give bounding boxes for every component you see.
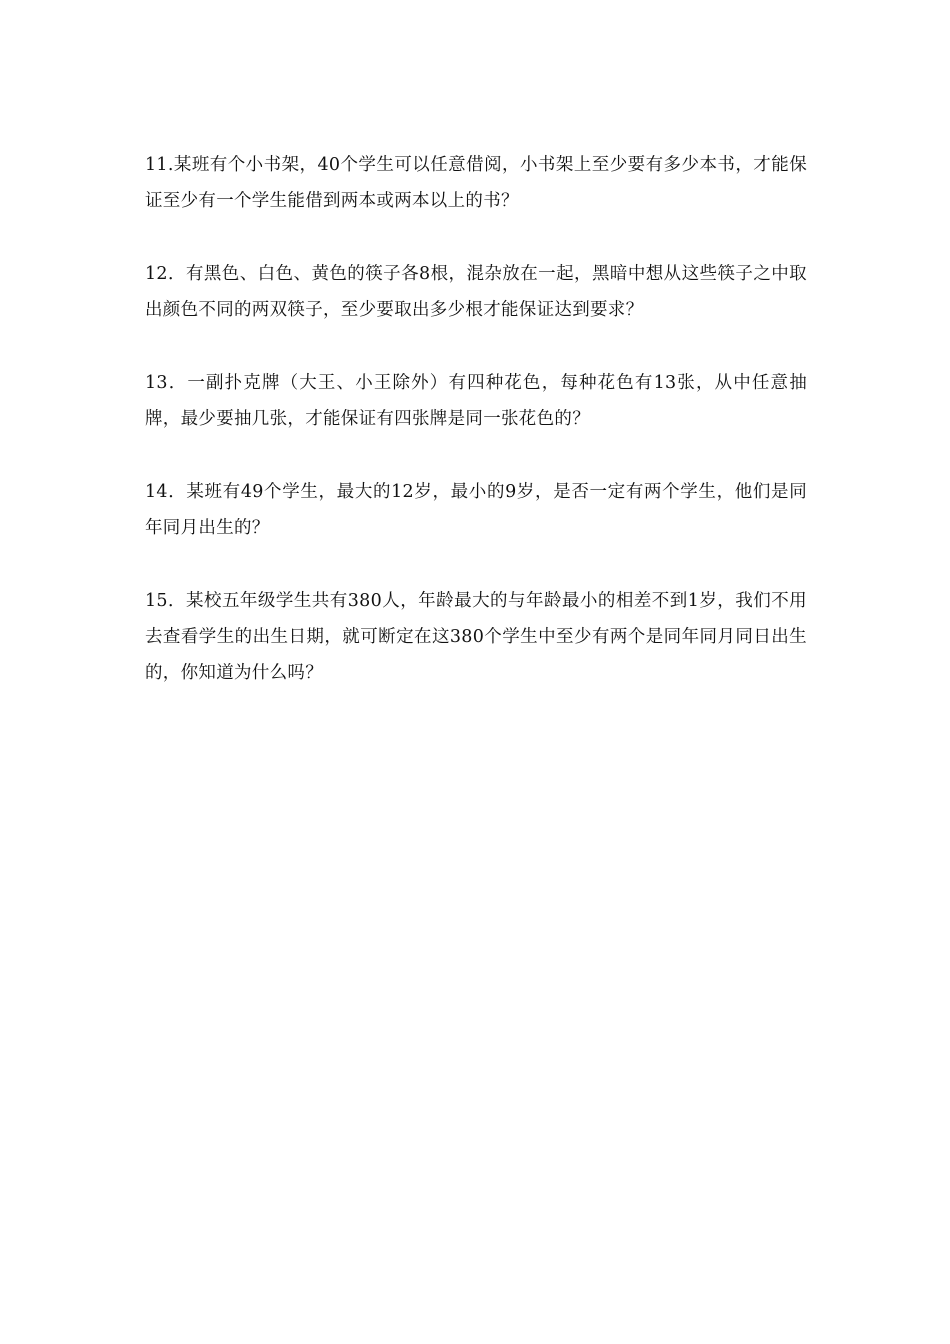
problem-11: 11.某班有个小书架，40个学生可以任意借阅，小书架上至少要有多少本书，才能保证至少有一个学生能借到两本或两本以上的书？ — [145, 155, 807, 211]
problem-13: 13．一副扑克牌（大王、小王除外）有四种花色，每种花色有13张，从中任意抽牌，最少要抽几张，才能保证有四张牌是同一张花色的？ — [145, 373, 807, 429]
problem-list — [145, 147, 807, 728]
problem-14: 14．某班有49个学生，最大的12岁，最小的9岁，是否一定有两个学生，他们是同年同月出生的？ — [145, 482, 807, 538]
problem-15: 15．某校五年级学生共有380人，年龄最大的与年龄最小的相差不到1岁，我们不用去查看学生的出生日期，就可断定在这380个学生中至少有两个是同年同月同日出生的，你知道为什么吗？ — [145, 591, 807, 683]
problem-12: 12．有黑色、白色、黄色的筷子各8根，混杂放在一起，黑暗中想从这些筷子之中取出颜色不同的两双筷子，至少要取出多少根才能保证达到要求？ — [145, 264, 807, 320]
